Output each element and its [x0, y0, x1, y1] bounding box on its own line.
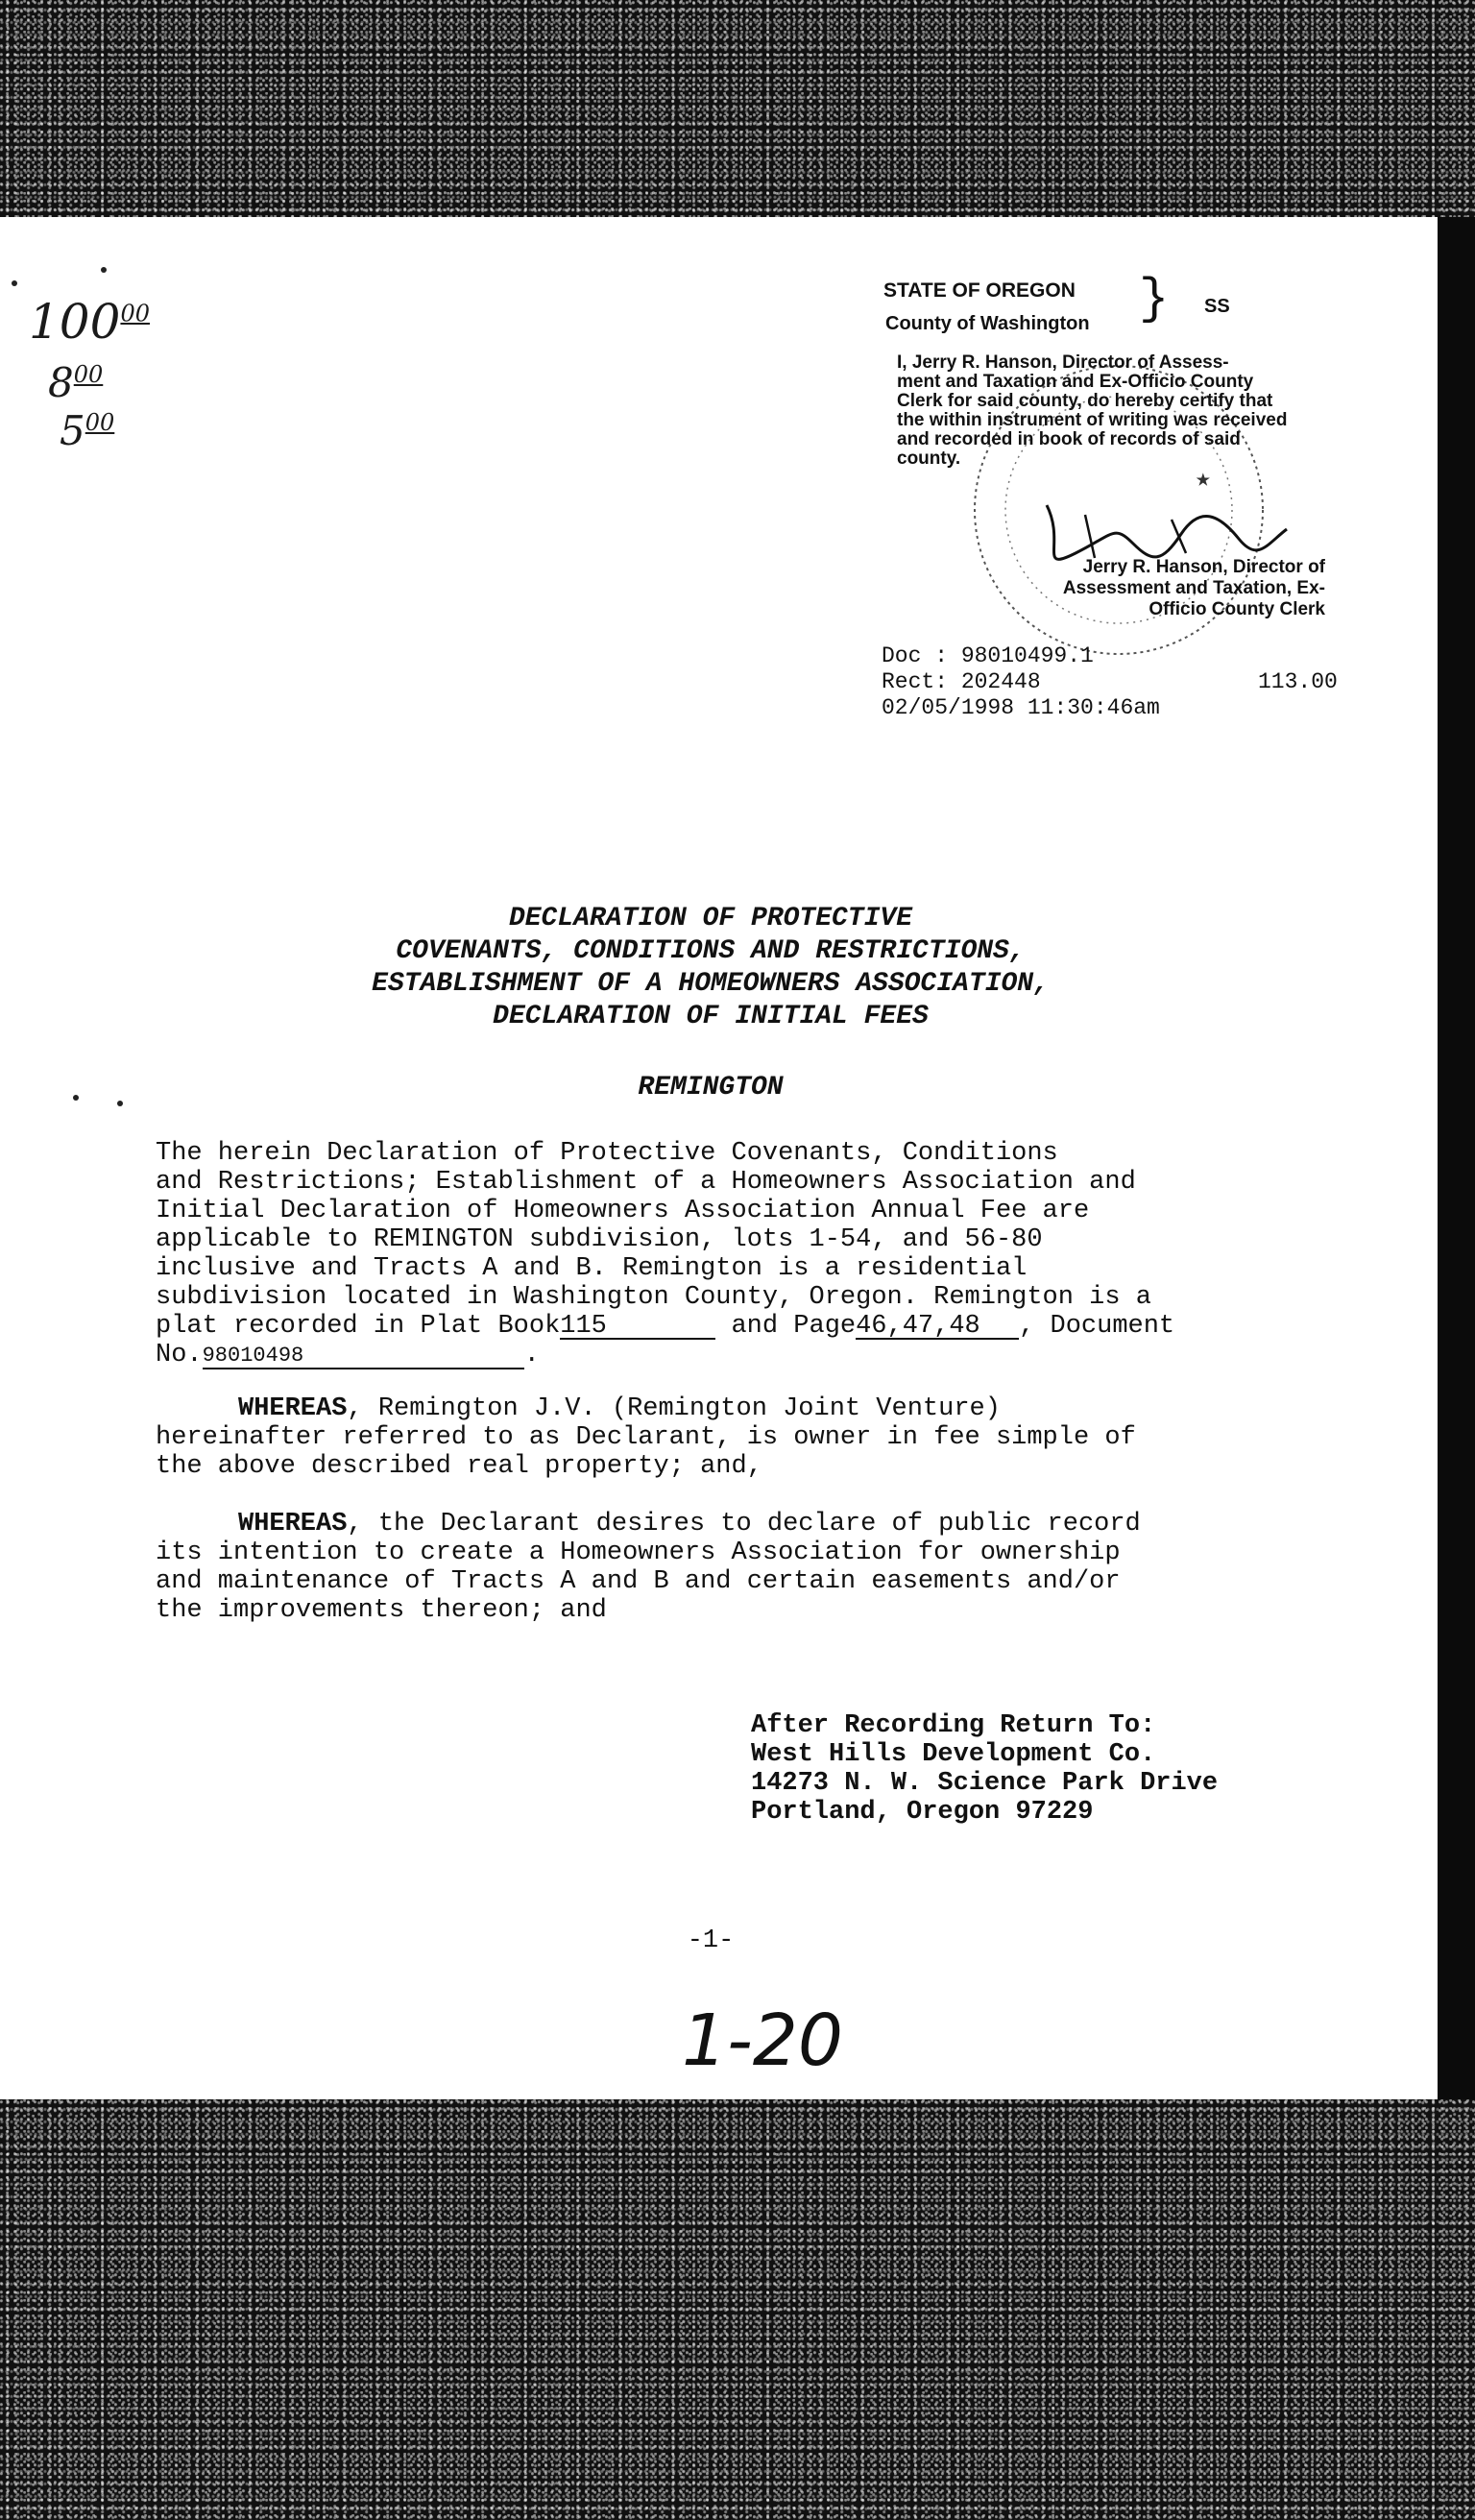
return-address-line: West Hills Development Co.	[751, 1740, 1156, 1769]
whereas-lead: WHEREAS	[238, 1394, 348, 1423]
plat-book-value: 115	[560, 1315, 715, 1340]
paragraph1-plat-line	[156, 1312, 1174, 1341]
paragraph2-line	[238, 1394, 1001, 1423]
scan-speck	[12, 280, 17, 286]
stamp-state: STATE OF OREGON	[883, 279, 1076, 302]
period: .	[523, 1341, 540, 1369]
return-address-line: After Recording Return To:	[751, 1711, 1156, 1740]
paragraph1-line: inclusive and Tracts A and B. Remington is a residential	[156, 1254, 1028, 1283]
cert-line: county.	[897, 448, 961, 469]
paragraph3-line: the improvements thereon; and	[156, 1596, 607, 1625]
signer-line: Jerry R. Hanson, Director of	[1082, 557, 1325, 577]
stamp-certification	[897, 353, 1324, 469]
page-prefix: and Page	[715, 1312, 857, 1341]
paragraph1-line: Initial Declaration of Homeowners Association Annual Fee are	[156, 1197, 1090, 1225]
paragraph3-text: , the Declarant desires to declare of public record	[347, 1510, 1141, 1539]
scan-speck	[101, 267, 107, 273]
paragraph2-line: hereinafter referred to as Declarant, is owner in fee simple of	[156, 1423, 1136, 1452]
title-line-4: DECLARATION OF INITIAL FEES	[493, 1002, 929, 1031]
cert-line: the within instrument of writing was received	[897, 410, 1288, 430]
signer-line: Assessment and Taxation, Ex-	[1062, 578, 1325, 598]
paragraph3-line	[238, 1510, 1141, 1539]
paragraph1-line: The herein Declaration of Protective Covenants, Conditions	[156, 1139, 1058, 1168]
subtitle: REMINGTON	[638, 1073, 784, 1102]
stamp-county: County of Washington	[885, 313, 1090, 334]
handwritten-fee-3: $5^{00}$	[60, 407, 115, 454]
scan-edge	[1438, 217, 1475, 2099]
paragraph1-docno-line	[156, 1341, 540, 1369]
plat-pages-value: 46,47,48	[856, 1315, 1019, 1340]
document-number-value: 98010498	[203, 1345, 524, 1369]
title-line-3: ESTABLISHMENT OF A HOMEOWNERS ASSOCIATION,	[372, 969, 1050, 999]
scan-noise-bottom	[0, 2099, 1475, 2520]
stamp-datetime: 02/05/1998 11:30:46am	[882, 695, 1160, 720]
plat-prefix: plat recorded in Plat Book	[156, 1312, 561, 1341]
svg-text:★: ★	[1196, 465, 1211, 494]
scan-noise-top	[0, 0, 1475, 217]
paragraph1-line: applicable to REMINGTON subdivision, lots 1-54, and 56-80	[156, 1225, 1043, 1254]
stamp-ss: SS	[1204, 296, 1230, 317]
handwritten-page-note: 1-20	[682, 1999, 843, 2082]
document-suffix: , Document	[1019, 1312, 1175, 1341]
page-number: -1-	[687, 1926, 735, 1955]
stamp-receipt: Rect: 202448	[882, 669, 1041, 694]
handwritten-fee-2: $8^{00}$	[48, 359, 104, 406]
cert-line: ment and Taxation and Ex-Officio County	[897, 372, 1254, 392]
handwritten-fee-1: $100^{00}$	[29, 294, 150, 350]
paragraph1-line: and Restrictions; Establishment of a Homeowners Association and	[156, 1168, 1136, 1197]
paragraph1-line: subdivision located in Washington County, Oregon. Remington is a	[156, 1283, 1151, 1312]
cert-line: and recorded in book of records of said	[897, 429, 1241, 449]
signer-line: Officio County Clerk	[1149, 599, 1325, 619]
paragraph3-line: its intention to create a Homeowners Association for ownership	[156, 1539, 1121, 1567]
cert-line: Clerk for said county, do hereby certify that	[897, 391, 1273, 411]
paragraph2-line: the above described real property; and,	[156, 1452, 762, 1481]
cert-line: I, Jerry R. Hanson, Director of Assess-	[897, 352, 1229, 373]
paragraph2-text: , Remington J.V. (Remington Joint Venture)	[347, 1394, 1001, 1423]
return-address-line: 14273 N. W. Science Park Drive	[751, 1769, 1219, 1798]
title-line-2: COVENANTS, CONDITIONS AND RESTRICTIONS,	[396, 936, 1026, 966]
stamp-signer	[999, 557, 1325, 620]
document-page	[0, 217, 1438, 2099]
stamp-brace: }	[1139, 271, 1170, 327]
stamp-amount: 113.00	[1258, 669, 1338, 694]
stamp-doc-number: Doc : 98010499.1	[882, 643, 1094, 668]
return-address-line: Portland, Oregon 97229	[751, 1798, 1094, 1827]
paragraph3-line: and maintenance of Tracts A and B and certain easements and/or	[156, 1567, 1121, 1596]
no-prefix: No.	[156, 1341, 203, 1369]
title-line-1: DECLARATION OF PROTECTIVE	[508, 904, 913, 933]
whereas-lead: WHEREAS	[238, 1510, 348, 1539]
